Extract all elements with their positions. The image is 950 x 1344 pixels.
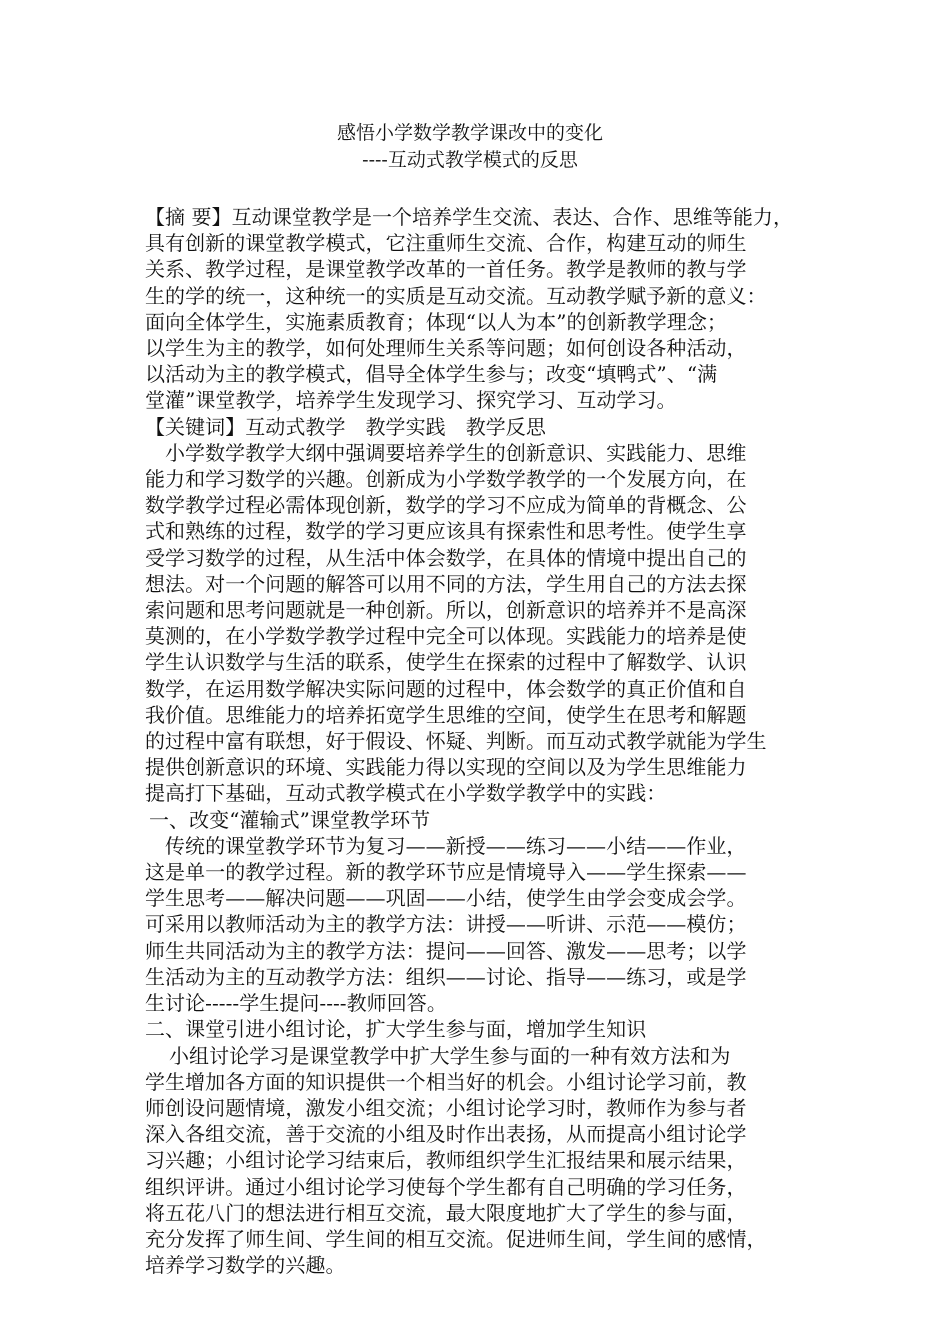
paragraph-line: 将五花八门的想法进行相互交流，最大限度地扩大了学生的参与面， bbox=[145, 1200, 747, 1225]
section-heading: 一、改变“灌输式”课堂教学环节 bbox=[149, 807, 431, 832]
keyword-item: 教学实践 bbox=[365, 414, 446, 439]
paragraph-line: 传统的课堂教学环节为复习——新授——练习——小结——作业， bbox=[165, 833, 747, 858]
paragraph-line: 生活动为主的互动教学方法：组织——讨论、指导——练习，或是学 bbox=[145, 964, 747, 989]
abstract-line: 以学生为主的教学，如何处理师生关系等问题；如何创设各种活动， bbox=[145, 336, 747, 361]
section-heading: 二、课堂引进小组讨论，扩大学生参与面，增加学生知识 bbox=[145, 1017, 647, 1042]
paragraph-line: 小组讨论学习是课堂教学中扩大学生参与面的一种有效方法和为 bbox=[169, 1043, 731, 1068]
paragraph-line: 学生思考——解决问题——巩固——小结，使学生由学会变成会学。 bbox=[145, 886, 747, 911]
paragraph-line: 这是单一的教学过程。新的教学环节应是情境导入——学生探索—— bbox=[145, 860, 747, 885]
paragraph-line: 提供创新意识的环境、实践能力得以实现的空间以及为学生思维能力 bbox=[145, 755, 747, 780]
document-subtitle: ----互动式教学模式的反思 bbox=[362, 149, 578, 171]
abstract-line: 具有创新的课堂教学模式，它注重师生交流、合作，构建互动的师生 bbox=[145, 231, 747, 256]
paragraph-line: 受学习数学的过程，从生活中体会数学，在具体的情境中提出自己的 bbox=[145, 545, 747, 570]
document-title: 感悟小学数学教学课改中的变化 bbox=[336, 122, 603, 144]
paragraph-line: 培养学习数学的兴趣。 bbox=[145, 1253, 346, 1278]
paragraph-line: 数学教学过程必需体现创新，数学的学习不应成为简单的背概念、公 bbox=[145, 493, 747, 518]
paragraph-line: 式和熟练的过程，数学的学习更应该具有探索性和思考性。使学生享 bbox=[145, 519, 747, 544]
paragraph-line: 生讨论-----学生提问----教师回答。 bbox=[145, 991, 447, 1016]
paragraph-line: 提高打下基础，互动式教学模式在小学数学教学中的实践： bbox=[145, 781, 667, 806]
paragraph-line: 学生增加各方面的知识提供一个相当好的机会。小组讨论学习前，教 bbox=[145, 1069, 747, 1094]
paragraph-line: 我价值。思维能力的培养拓宽学生思维的空间，使学生在思考和解题 bbox=[145, 702, 747, 727]
paragraph-line: 小学数学教学大纲中强调要培养学生的创新意识、实践能力、思维 bbox=[165, 440, 747, 465]
keyword-item: 互动式教学 bbox=[245, 414, 346, 439]
abstract-section bbox=[145, 204, 813, 414]
paragraph-line: 师创设问题情境，激发小组交流；小组讨论学习时，教师作为参与者 bbox=[145, 1095, 747, 1120]
abstract-line: 关系、教学过程，是课堂教学改革的一首任务。教学是教师的教与学 bbox=[145, 257, 747, 282]
abstract-line: 堂灌”课堂教学，培养学生发现学习、探究学习、互动学习。 bbox=[145, 388, 677, 413]
abstract-line: 【摘 要】互动课堂教学是一个培养学生交流、表达、合作、思维等能力， bbox=[145, 205, 794, 229]
title-spacer bbox=[145, 174, 813, 204]
keyword-item: 教学反思 bbox=[465, 414, 546, 439]
paragraph-line: 可采用以教师活动为主的教学方法：讲授——听讲、示范——模仿； bbox=[145, 912, 747, 937]
paragraph-line: 充分发挥了师生间、学生间的相互交流。促进师生间，学生间的感情， bbox=[145, 1226, 767, 1251]
intro-paragraph bbox=[145, 440, 813, 807]
paragraph-line: 组织评讲。通过小组讨论学习使每个学生都有自己明确的学习任务， bbox=[145, 1174, 747, 1199]
title-block bbox=[127, 120, 813, 174]
keywords-line bbox=[145, 414, 813, 440]
paragraph-line: 深入各组交流，善于交流的小组及时作出表扬，从而提高小组讨论学 bbox=[145, 1122, 747, 1147]
paragraph-line: 索问题和思考问题就是一种创新。所以，创新意识的培养并不是高深 bbox=[145, 598, 747, 623]
abstract-line: 面向全体学生，实施素质教育；体现“以人为本”的创新教学理念； bbox=[145, 309, 727, 334]
abstract-line: 以活动为主的教学模式，倡导全体学生参与；改变“填鸭式”、“满 bbox=[145, 362, 718, 387]
paragraph-line: 习兴趣；小组讨论学习结束后，教师组织学生汇报结果和展示结果， bbox=[145, 1148, 747, 1173]
paragraph-line: 学生认识数学与生活的联系，使学生在探索的过程中了解数学、认识 bbox=[145, 650, 747, 675]
abstract-line: 生的学的统一，这种统一的实质是互动交流。互动教学赋予新的意义： bbox=[145, 283, 767, 308]
paragraph-line: 的过程中富有联想，好于假设、怀疑、判断。而互动式教学就能为学生 bbox=[145, 729, 767, 754]
document-page bbox=[145, 120, 813, 1278]
section-one bbox=[145, 807, 813, 1017]
paragraph-line: 想法。对一个问题的解答可以用不同的方法，学生用自己的方法去探 bbox=[145, 571, 747, 596]
paragraph-line: 数学，在运用数学解决实际问题的过程中，体会数学的真正价值和自 bbox=[145, 676, 747, 701]
paragraph-line: 师生共同活动为主的教学方法：提问——回答、激发——思考；以学 bbox=[145, 938, 747, 963]
paragraph-line: 能力和学习数学的兴趣。创新成为小学数学教学的一个发展方向，在 bbox=[145, 467, 747, 492]
section-two bbox=[145, 1016, 813, 1278]
keywords-label: 【关键词】 bbox=[145, 414, 246, 439]
paragraph-line: 莫测的，在小学数学教学过程中完全可以体现。实践能力的培养是使 bbox=[145, 624, 747, 649]
